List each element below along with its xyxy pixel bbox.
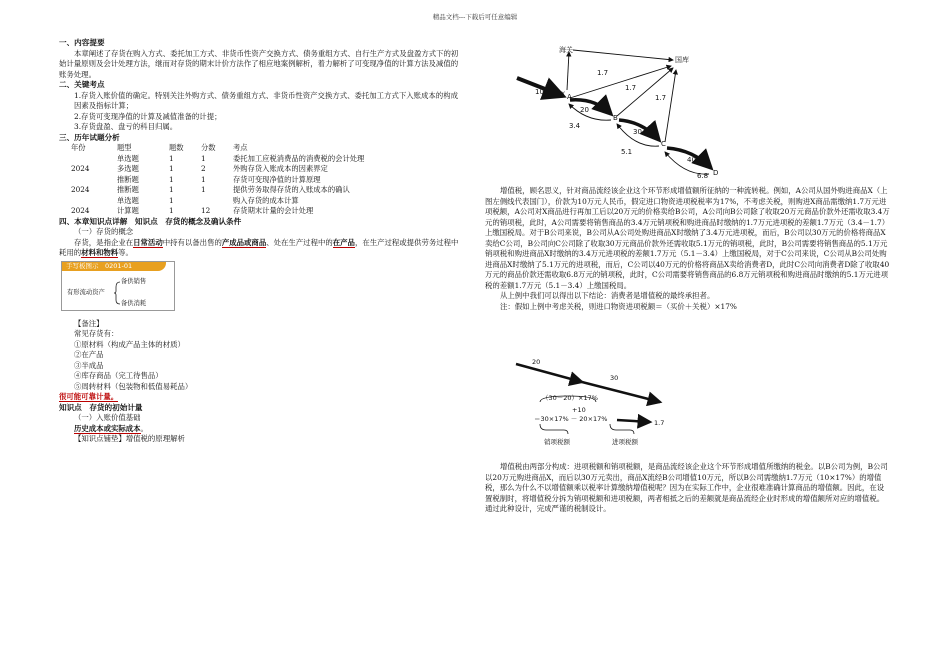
flow-value: 40	[687, 156, 696, 164]
formula-split: ＝30×17% － 20×17%	[534, 415, 608, 423]
table-cell: 1	[169, 195, 174, 205]
table-header: 题型	[117, 143, 132, 152]
subsection-basis: （一）入账价值基础	[74, 413, 141, 422]
text-span: 中持有以备出售的	[162, 237, 222, 247]
table-header: 考点	[233, 143, 248, 152]
table-cell: 1	[169, 174, 174, 184]
table-header-row	[71, 143, 370, 154]
history-table	[71, 143, 370, 217]
table-cell: 1	[201, 174, 206, 184]
table-cell: 单选题	[117, 195, 139, 205]
table-cell: 1	[169, 153, 174, 163]
left-column	[59, 38, 461, 445]
table-cell: 1	[201, 153, 206, 163]
text-span: 等。	[118, 248, 133, 257]
note-item: ②在产品	[74, 350, 104, 359]
table-cell: 推断题	[117, 185, 139, 194]
node-x: X	[561, 91, 566, 98]
right-column	[485, 186, 890, 312]
figure-branch-consume: 备供消耗	[121, 299, 147, 307]
key-point-1: 1.存货入账价值的确定。特别关注外购方式、债务重组方式、非货币性资产交换方式、委托加工方式下入账成本的构成因素及指标计算；	[74, 90, 458, 110]
value-1-7: 1.7	[654, 419, 665, 427]
table-cell: 2024	[71, 164, 90, 173]
note-lead: 常见存货有：	[74, 329, 119, 338]
flow-arrow	[569, 104, 611, 120]
flow-value: 10	[535, 88, 544, 96]
text-span: 。	[140, 423, 148, 433]
table-cell	[201, 196, 233, 207]
key-point-3: 3.存货盘盈、盘亏的科目归属。	[74, 122, 178, 131]
table-cell: 提供劳务取得存货的入账成本的确认	[233, 185, 350, 194]
node-a: A	[567, 93, 572, 101]
section-title-summary: 一、内容提要	[59, 38, 105, 47]
vat-note: 注：假如上例中考虑关税，则进口物资进项税额＝（买价＋关税）×17%	[500, 301, 737, 311]
table-header: 分数	[201, 143, 216, 152]
knowledge-point-title: 知识点 存货的初始计量	[59, 402, 143, 412]
text-span: ，在生产过程或提供劳务过程中耗用的	[59, 237, 459, 257]
flow-arrow	[567, 52, 569, 90]
flow-arrow	[570, 100, 611, 114]
table-cell: 计算题	[117, 206, 139, 215]
knowledge-base-line: 【知识点铺垫】增值税的原理解析	[74, 434, 185, 443]
flow-value: 1.7	[655, 94, 667, 102]
flow-value: 6.8	[697, 172, 709, 180]
vat-explanation: 增值税，顾名思义，针对商品流经该企业这个环节形成增值额所征纳的一种流转税。例如，A公司从国外购进商品X（上图左侧线代表国门），价款为10万元人民币，假定进口物资进项税税率为17%，不考虑关税，则购进X商品需缴纳1.7万元进项税额，A公司对X商品进行再加工后以20万元的价格卖给B公司，A公司向B公司除了收取20万元商品价款外还需收取3.4万元的销项税，此时，A公司需要将销售商品的3.4万元销项税和购进商品时缴纳的1.7万元进项税的差额1.7万元（3.4－1.7）上缴国税局。对于B公司来说，B公司从A公司处购进商品X时缴纳了3.4万元进项税，而后，B公司以30万元的价格将商品X卖给C公司，B公司向C公司除了收取30万元商品价款外还需收取5.1万元的销项税，此时，B公司需要将销售商品的5.1万元销项税和购进商品X时缴纳的3.4万元进项税的差额1.7万元（5.1－3.4）上缴国税局，对于C公司来说，C公司从B公司处购进商品X时缴纳了5.1万元的进项税，而后，C公司以40万元的价格将商品X卖给消费者D，此时C公司向消费者D除了收取40万元的商品价款还需收取6.8万元的销项税，此时，C公司需要将销售商品的6.8万元销项税和购进商品时缴纳的5.1万元进项税的差额1.7万元（5.1－3.4）上缴国税局。	[485, 186, 890, 290]
node-treasury: 国库	[675, 56, 689, 64]
node-customs: 海关	[559, 46, 573, 54]
flow-arrow	[617, 420, 650, 422]
table-row	[71, 196, 370, 207]
figure-main-label: 有形流动资产	[67, 288, 105, 296]
table-cell: 外购存货入账成本的因素界定	[233, 164, 328, 173]
table-header: 题数	[169, 143, 184, 152]
table-cell: 12	[201, 206, 211, 215]
table-cell: 1	[201, 185, 206, 194]
value-30: 30	[610, 374, 619, 382]
node-b: B	[613, 114, 618, 122]
handwriting-board-figure	[61, 261, 175, 311]
flow-value: 30	[633, 128, 642, 136]
flow-value: 3.4	[569, 122, 581, 130]
table-cell	[71, 196, 117, 207]
brace-icon	[62, 262, 174, 310]
flow-arrow	[617, 68, 673, 116]
note-item: ④库存商品（完工待售品）	[74, 371, 163, 380]
flow-value: 20	[580, 106, 589, 114]
table-row	[71, 164, 370, 175]
flow-value: 5.1	[621, 148, 633, 156]
flow-value: 1.7	[625, 84, 637, 92]
table-row	[71, 154, 370, 165]
node-c: C	[661, 140, 666, 148]
table-cell: 委托加工应税消费品的消费税的会计处理	[233, 153, 365, 163]
note-title: 【备注】	[74, 318, 104, 328]
key-point-2: 2.存货可变现净值的计算及减值准备的计提；	[74, 111, 222, 121]
vat-conclusion: 从上例中我们可以得出以下结论：消费者是增值税的最终承担者。	[500, 291, 715, 300]
table-cell	[71, 175, 117, 186]
table-cell: 推断题	[117, 174, 139, 184]
figure-branch-sale: 备供销售	[121, 277, 147, 285]
summary-text: 本章阐述了存货在购入方式、委托加工方式、非货币性资产交换方式、债务重组方式、自行生产方式及盘盈方式下的初始计量原则及会计处理方法，继而对存货的期末计价方法作了相应地案例解析，着力解析了可变现净值的计算方法及减值的账务处理。	[59, 48, 459, 79]
vat-flow-diagram	[515, 42, 740, 182]
inventory-definition	[59, 238, 461, 259]
section-title-history: 三、历年试题分析	[59, 132, 120, 142]
vat-structure-text: 增值税由两部分构成：进项税额和销项税额，是商品流经该企业这个环节形成增值所缴纳的税金。以B公司为例，B公司以20万元购进商品X，而后以30万元卖出，商品X流经B公司增值10万元，所以B公司需缴纳1.7万元（10×17%）的增值税，那么为什么不以增值额乘以税率计算缴纳增值税呢？因为在实际工作中，企业很难准确计算商品的增值额。因此，在设置税制时，将增值税分拆为销项税额和进项税额，两者相抵之后的差额就是商品流经企业时形成的增值额所对应的增值税。通过此种设计，完成严谨的税制设计。	[485, 462, 888, 513]
flow-arrow	[665, 70, 676, 142]
table-header: 年份	[71, 143, 86, 152]
flow-value: 1.7	[597, 69, 609, 77]
table-cell: 1	[169, 206, 174, 215]
table-cell: 2024	[71, 185, 90, 194]
section-title-knowledge: 四、本章知识点详解 知识点 存货的概念及确认条件	[59, 216, 242, 226]
highlight-text: 历史成本或实际成本	[74, 423, 141, 433]
highlight-text: 材料和物料	[81, 248, 119, 257]
formula-plus10: +10	[572, 406, 586, 414]
table-row	[71, 175, 370, 186]
highlight-text: 在产品	[332, 237, 355, 247]
table-cell	[71, 154, 117, 165]
table-cell: 单选题	[117, 153, 139, 163]
text-span: 、处在生产过程中的	[266, 237, 333, 247]
page-header: 精品文档---下载后可任意编辑	[432, 13, 518, 21]
highlight-text: 日常活动	[133, 237, 163, 247]
label-sales-tax: 销项税额	[544, 438, 570, 446]
table-row	[71, 206, 370, 217]
figure-tab-title: 手写板图示 0201-01	[62, 262, 166, 271]
label-input-tax: 进项税额	[612, 438, 638, 446]
flow-arrow	[573, 50, 673, 60]
flow-arrow	[516, 364, 582, 382]
brace-icon	[610, 424, 634, 434]
table-cell: 2024	[71, 206, 90, 215]
table-cell: 1	[169, 164, 174, 173]
table-row	[71, 185, 370, 196]
table-cell: 存货期末计量的会计处理	[233, 206, 314, 215]
table-cell: 1	[169, 185, 174, 194]
section-title-key-points: 二、关键考点	[59, 80, 105, 89]
node-d: D	[713, 169, 719, 177]
formula-diff: （30－20）×17%	[542, 394, 598, 402]
brace-icon	[540, 424, 568, 434]
right-column-bottom	[485, 462, 890, 515]
text-span: 存货，是指企业在	[74, 237, 134, 247]
note-item: ⑤周转材料（包装物和低值易耗品）	[74, 381, 193, 391]
subsection-concept: （一）存货的概念	[74, 227, 134, 236]
red-highlight-line: 很可能可靠计量。	[59, 392, 119, 401]
vat-formula-diagram	[512, 358, 722, 456]
table-cell: 存货可变现净值的计算原理	[233, 174, 321, 184]
value-20: 20	[532, 358, 541, 366]
table-cell: 2	[201, 164, 206, 173]
note-item: ③半成品	[74, 360, 104, 370]
table-cell: 多选题	[117, 164, 139, 173]
note-item: ①原材料（构成产品主体的材质）	[74, 339, 185, 349]
highlight-text: 产成品或商品	[221, 237, 267, 247]
table-cell: 购入存货的成本计算	[233, 195, 299, 205]
